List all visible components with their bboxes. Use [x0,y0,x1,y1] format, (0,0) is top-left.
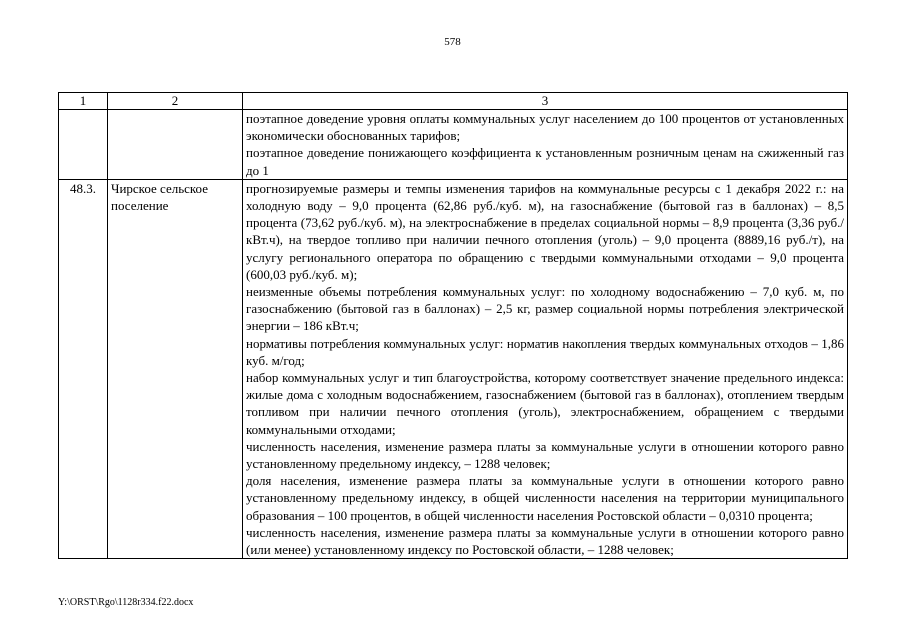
row-name [108,110,243,180]
paragraph: поэтапное доведение уровня оплаты коммунальных услуг населением до 100 процентов от установленных экономически обоснованных тарифов; [246,111,844,144]
header-col-3: 3 [243,93,848,110]
table-header-row [59,93,848,110]
row-number [59,110,108,180]
page-number: 578 [444,36,461,48]
paragraph: неизменные объемы потребления коммунальных услуг: по холодному водоснабжению – 7,0 куб. м, по газоснабжению (бытовой газ в баллонах) – 2,5 кг, размер социальной нормы потребления электрической энергии – 186 кВт.ч; [246,284,844,334]
paragraph: поэтапное доведение понижающего коэффициента к установленным розничным ценам на сжиженный газ до 1 [246,145,844,178]
document-table [58,92,848,559]
table-row [59,110,848,180]
paragraph: набор коммунальных услуг и тип благоустройства, которому соответствует значение предельного индекса: жилые дома с холодным водоснабжением, газоснабжением (бытовой газ в баллонах), отоплением твердым топливом при наличии печного отопления (уголь), электроснабжением, обращением с твердыми коммунальными отходами; [246,370,844,437]
table-row [59,179,848,558]
footer-file-path: Y:\ORST\Rgo\1128r334.f22.docx [58,597,194,608]
header-col-1: 1 [59,93,108,110]
paragraph: доля населения, изменение размера платы за коммунальные услуги в отношении которого равно установленному предельному индексу, в общей численности населения на территории муниципального образования – 100 процентов, в общей численности населения Ростовской области – 0,0310 процента; [246,473,844,523]
paragraph: нормативы потребления коммунальных услуг: норматив накопления твердых коммунальных отходов – 1,86 куб. м/год; [246,335,844,368]
paragraph: численность населения, изменение размера платы за коммунальные услуги в отношении которого равно (или менее) установленному индексу по Ростовской области, – 1288 человек; [246,524,844,558]
paragraph: численность населения, изменение размера платы за коммунальные услуги в отношении которого равно установленному предельному индексу, – 1288 человек; [246,438,844,472]
row-content [243,110,848,180]
paragraph: прогнозируемые размеры и темпы изменения тарифов на коммунальные ресурсы с 1 декабря 2022 г.: на холодную воду – 9,0 процента (62,86 руб./куб. м), на газоснабжение (бытовой газ в баллонах) – 8,5 процента (73,62 руб./куб. м), на электроснабжение в пределах социальной нормы – 8,9 процента (3,36 руб./кВт.ч), на твердое топливо при наличии печного отопления (уголь) – 9,0 процента (8889,16 руб./т), на услугу регионального оператора по обращению с твердыми коммунальными отходами – 9,0 процента (600,03 руб./куб. м); [246,180,844,282]
header-col-2: 2 [108,93,243,110]
row-name: Чирское сельское поселение [108,179,243,558]
row-number: 48.3. [59,179,108,558]
row-content [243,179,848,558]
